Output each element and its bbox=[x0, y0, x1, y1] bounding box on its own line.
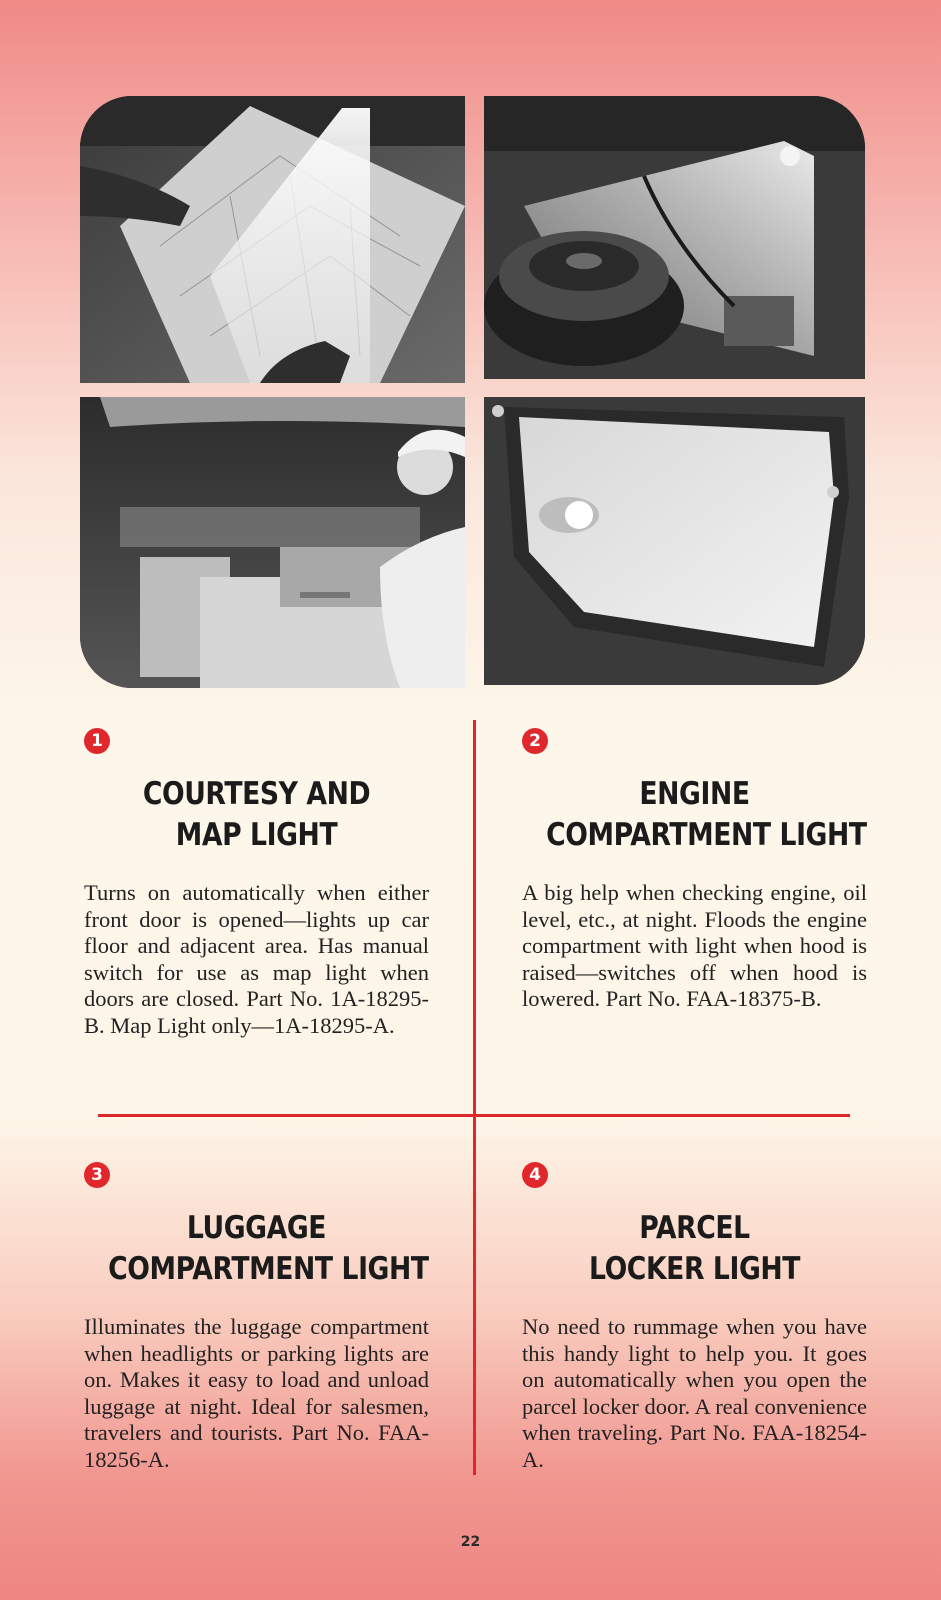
number-badge: 3 bbox=[84, 1162, 110, 1188]
section-title bbox=[108, 774, 405, 856]
section-title bbox=[546, 774, 867, 856]
section-title bbox=[108, 1208, 429, 1290]
photo-courtesy-map-light bbox=[80, 96, 465, 383]
section-title-line: PARCEL bbox=[639, 1210, 750, 1246]
section-body: No need to rummage when you have this handy light to help you. It goes on automatically when you open the parcel locker door. A real convenience when traveling. Part No. FAA-18254-A. bbox=[522, 1314, 867, 1472]
vertical-divider bbox=[473, 720, 476, 1475]
photo-luggage-compartment-light bbox=[80, 397, 465, 688]
section-body: Illuminates the luggage compartment when headlights or parking lights are on. Makes it easy to load and unload luggage at night. Ideal for salesmen, travelers and tourists. Part No. FAA-18256-A. bbox=[84, 1314, 429, 1472]
section-title-line: ENGINE bbox=[639, 776, 750, 812]
number-badge: 4 bbox=[522, 1162, 548, 1188]
number-badge: 1 bbox=[84, 728, 110, 754]
section-title-line: COURTESY AND bbox=[142, 776, 371, 812]
section-body: A big help when checking engine, oil level, etc., at night. Floods the engine compartment with light when hood is raised—switches off when hood is lowered. Part No. FAA-18375-B. bbox=[522, 880, 867, 1011]
section-title-line: COMPARTMENT LIGHT bbox=[108, 1251, 429, 1287]
section-luggage-compartment-light bbox=[84, 1162, 429, 1473]
section-title-line: LOCKER LIGHT bbox=[588, 1251, 801, 1287]
photo-engine-compartment-light bbox=[484, 96, 865, 379]
section-courtesy-map-light bbox=[84, 728, 429, 1039]
section-title-line: COMPARTMENT LIGHT bbox=[546, 817, 867, 853]
horizontal-divider bbox=[98, 1114, 850, 1117]
number-badge: 2 bbox=[522, 728, 548, 754]
page-number: 22 bbox=[460, 1534, 481, 1550]
section-parcel-locker-light bbox=[522, 1162, 867, 1473]
section-body: Turns on automatically when either front door is opened—lights up car floor and adjacent area. Has manual switch for use as map light when doors are closed. Part No. 1A-18295-B. Map Light only—1A-18295-A. bbox=[84, 880, 429, 1038]
section-engine-compartment-light bbox=[522, 728, 867, 1013]
section-title-line: LUGGAGE bbox=[186, 1210, 327, 1246]
section-title bbox=[546, 1208, 843, 1290]
section-title-line: MAP LIGHT bbox=[175, 817, 338, 853]
photo-parcel-locker-light bbox=[484, 397, 865, 685]
